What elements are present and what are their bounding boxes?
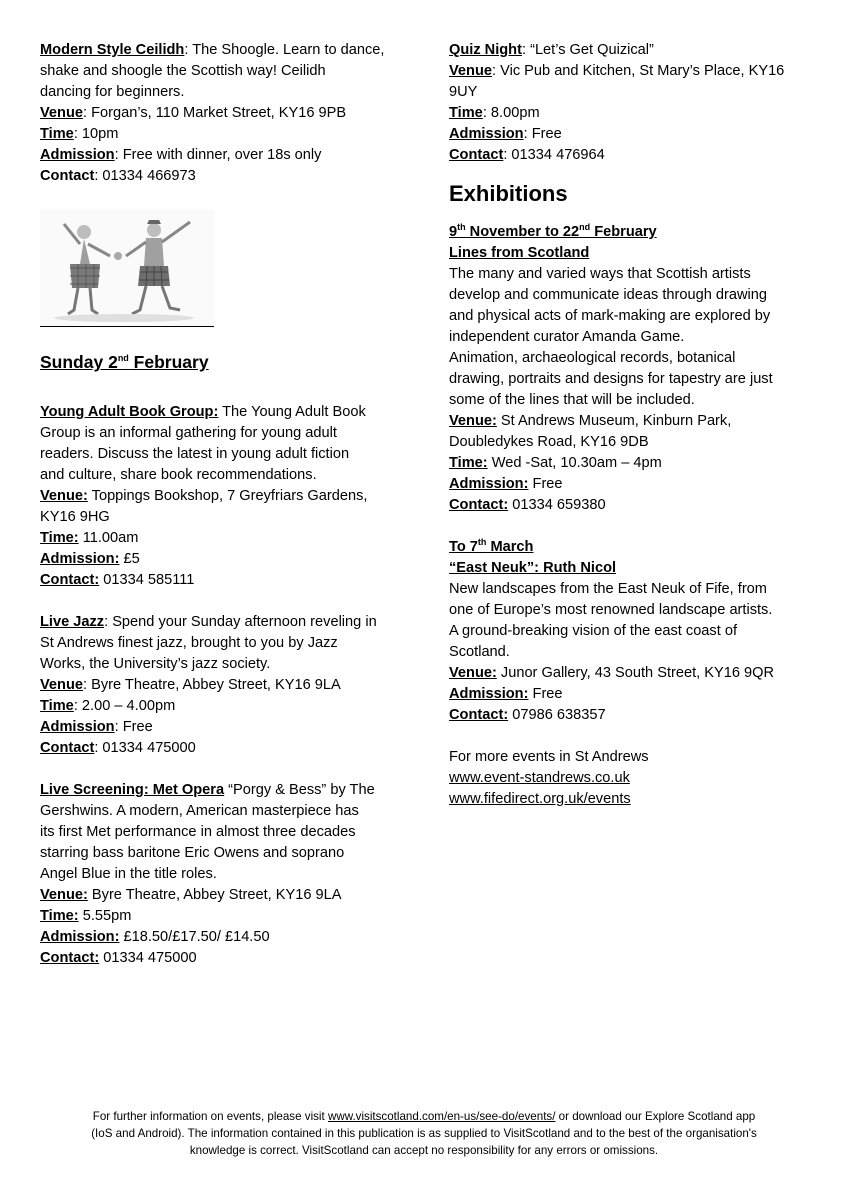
exhibition-dates: 9th November to 22nd February (449, 222, 657, 240)
event-title: Quiz Night (449, 42, 522, 58)
event-quiz-night: Quiz Night: “Let’s Get Quizical” Venue: Vic Pub and Kitchen, St Mary’s Place, KY16 9UY Time: 8.00pm Admission: Free Contact: 01334 476964 (449, 42, 785, 163)
dancers-illustration (40, 210, 214, 326)
fifedirect-link[interactable]: www.fifedirect.org.uk/events (449, 791, 631, 807)
event-book-group: Young Adult Book Group: The Young Adult Book Group is an informal gathering for young adult readers. Discuss the latest in young adult fiction and culture, share book recommendations. Venue: Toppings Bookshop, 7 Greyfriars Gardens, KY16 9HG Time: 11.00am Admission: £5 Contact: 01334 585111 (40, 404, 368, 588)
exhibition-dates: To 7th March (449, 537, 534, 555)
event-title: Live Screening: Met Opera (40, 782, 225, 798)
event-title: Modern Style Ceilidh (40, 42, 185, 58)
event-ceilidh: Modern Style Ceilidh: The Shoogle. Learn to dance, shake and shoogle the Scottish way! Ceilidh dancing for beginners. Venue: Forgan’s, 110 Market Street, KY16 9PB Time: 10pm Admission: Free with dinner, over 18s only Contact: 01334 466973 (40, 42, 385, 184)
exhibition-lines-from-scotland: 9th November to 22nd February Lines from Scotland The many and varied ways that Scottish artists develop and communicate ideas through drawing and physical acts of mark-making are explored by independent curator Amanda Game. Animation, archaeological records, botanical drawing, portraits and designs for tapestry are just some of the lines that will be included. Venue: St Andrews Museum, Kinburn Park, Doubledykes Road, KY16 9DB Time: Wed -Sat, 10.30am – 4pm Admission: Free Contact: 01334 659380 (449, 222, 819, 516)
exhibition-title: Lines from Scotland (449, 245, 590, 261)
visitscotland-events-link[interactable]: www.visitscotland.com/en-us/see-do/events/ (327, 1110, 556, 1123)
more-events (449, 747, 819, 810)
right-column (449, 40, 819, 810)
sunday-heading: Sunday 2nd February (40, 352, 209, 372)
event-title: Young Adult Book Group: (40, 404, 219, 420)
event-title: Live Jazz (40, 614, 105, 630)
more-events-text: For more events in St Andrews (449, 749, 649, 765)
exhibition-east-neuk: To 7th March “East Neuk”: Ruth Nicol New landscapes from the East Neuk of Fife, from one of Europe’s most renowned landscape artists. A ground-breaking vision of the east coast of Scotland. Venue: Junor Gallery, 43 South Street, KY16 9QR Admission: Free Contact: 07986 638357 (449, 537, 819, 726)
exhibitions-heading: Exhibitions (449, 181, 568, 206)
ceilidh-dancers-image (40, 210, 214, 327)
event-met-opera: Live Screening: Met Opera “Porgy & Bess” by The Gershwins. A modern, American masterpiece has its first Met performance in almost three decades starring bass baritone Eric Owens and soprano Angel Blue in the title roles. Venue: Byre Theatre, Abbey Street, KY16 9LA Time: 5.55pm Admission: £18.50/£17.50/ £14.50 Contact: 01334 475000 (40, 782, 375, 966)
event-standrews-link[interactable]: www.event-standrews.co.uk (449, 770, 630, 786)
left-column (40, 40, 410, 969)
exhibition-title: “East Neuk”: Ruth Nicol (449, 560, 617, 576)
footer-disclaimer: For further information on events, please visit www.visitscotland.com/en-us/see-do/events/ or download our Explore Scotland app (IoS and Android). The information contained in this publication is as supplied to VisitScotland and to the best of the organisation's knowledge is correct. VisitScotland can accept no responsibility for any errors or omissions. (91, 1110, 757, 1157)
event-live-jazz: Live Jazz: Spend your Sunday afternoon reveling in St Andrews finest jazz, brought to you by Jazz Works, the University’s jazz society. Venue: Byre Theatre, Abbey Street, KY16 9LA Time: 2.00 – 4.00pm Admission: Free Contact: 01334 475000 (40, 614, 377, 756)
